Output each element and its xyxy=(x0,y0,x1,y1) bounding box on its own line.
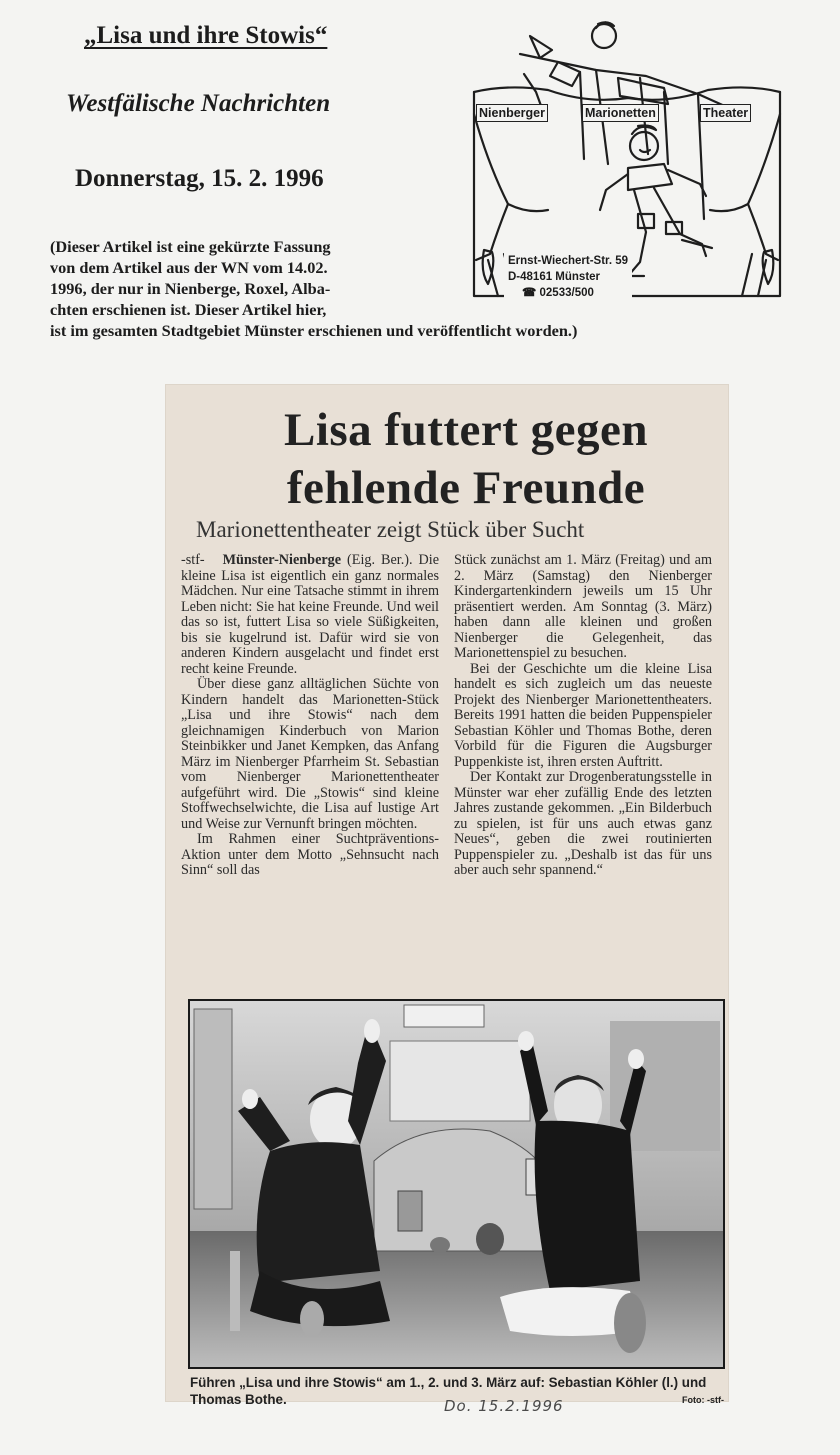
article-headline xyxy=(226,401,706,517)
logo-word-nienberger: Nienberger xyxy=(476,104,548,122)
paragraph: Über diese ganz alltäglichen Süchte von Kindern handelt das Marionetten-Stück „Lisa und ihre Stowis“ nach dem gleichnamigen Kinderbuch von Marion Steinbikker und Janet Kempken, das Anfang März im Nienberger Pfarrheim St. Sebastian vom Nienberger Marionettentheater aufgeführt wird. Die „Stowis“ sind kleine Stoffwechselwichte, die Lisa auf lustige Art und Weise zur Vernunft bringen möchten. xyxy=(181,676,439,832)
article-photo xyxy=(188,999,725,1369)
logo-word-marionetten: Marionetten xyxy=(582,104,659,122)
article-column-right xyxy=(454,553,712,879)
logo-word-theater: Theater xyxy=(700,104,751,122)
headline-line: fehlende Freunde xyxy=(286,462,646,514)
logo-address xyxy=(504,252,632,302)
article-column-left xyxy=(181,553,439,879)
newspaper-name: Westfälische Nachrichten xyxy=(66,90,331,117)
paragraph xyxy=(181,553,439,677)
note-line: ist im gesamten Stadtgebiet Münster erschienen und veröffentlicht worden.) xyxy=(50,321,578,340)
newspaper-clipping xyxy=(166,385,728,1415)
note-line: (Dieser Artikel ist eine gekürzte Fassung xyxy=(50,237,331,256)
handwritten-date-note: Do. 15.2.1996 xyxy=(444,1397,564,1415)
headline-line: Lisa futtert gegen xyxy=(283,404,649,456)
article-subheadline: Marionettentheater zeigt Stück über Sucht xyxy=(196,517,585,542)
caption-text: Führen „Lisa und ihre Stowis“ am 1., 2. und 3. März auf: Sebastian Köhler (l.) und Thomas Bothe. xyxy=(190,1375,707,1407)
address-street: Ernst-Wiechert-Str. 59 xyxy=(508,255,629,267)
note-line: 1996, der nur in Nienberge, Roxel, Alba- xyxy=(50,279,331,298)
note-line: chten erschienen ist. Dieser Artikel hier, xyxy=(50,300,327,319)
paragraph: Stück zunächst am 1. März (Freitag) und am 2. März (Samstag) den Nienberger Kindergartenkindern jeweils um 15 Uhr präsentiert werden. Am Sonntag (3. März) haben dann alle kleinen und großen Nienberger die Gelegenheit, das Marionettenspiel zu besuchen. xyxy=(454,552,712,661)
paragraph: Im Rahmen einer Suchtpräventions-Aktion unter dem Motto „Sehnsucht nach Sinn“ soll das xyxy=(181,831,439,878)
address-city: D-48161 Münster xyxy=(508,271,601,283)
byline: -stf- xyxy=(181,552,205,568)
clipping-title: „Lisa und ihre Stowis“ xyxy=(84,22,328,49)
note-line: von dem Artikel aus der WN vom 14.02. xyxy=(50,258,328,277)
publication-date: Donnerstag, 15. 2. 1996 xyxy=(75,165,324,192)
paragraph: Bei der Geschichte um die kleine Lisa handelt es sich zugleich um das neueste Projekt des Nienberger Marionettentheaters. Bereits 1991 hatten die beiden Puppenspieler Sebastian Köhler und Thomas Bothe, deren Vorbild für die Figuren die Augsburger Puppenkiste ist, ihren ersten Auftritt. xyxy=(454,660,712,770)
paragraph: Der Kontakt zur Drogenberatungsstelle in Münster war eher zufällig Ende des letzten Jahres zustande gekommen. „Ein Bilderbuch zu spielen, ist für uns auch etwas ganz Neues“, geben die zwei routinierten Puppenspieler zu. „Deshalb ist das für uns aber auch sehr spannend.“ xyxy=(454,769,712,878)
dateline: Münster-Nienberge xyxy=(222,552,342,568)
address-phone: ☎ 02533/500 xyxy=(522,287,594,299)
paragraph-text: (Eig. Ber.). Die kleine Lisa ist eigentlich ein ganz normales Mädchen. Nur eine Tatsache stimmt in ihrem Leben nicht: Sie hat keine Freunde. Und weil das so ist, futtert Lisa so viele Süßigkeiten, bis sie kugelrund ist. Dafür wird sie von anderen Kindern ausgelacht und findet erst recht keine Freunde. xyxy=(181,552,439,677)
photo-puppeteers-image xyxy=(190,1001,723,1367)
theater-logo xyxy=(468,14,788,314)
photo-credit: Foto: -stf- xyxy=(682,1395,724,1405)
